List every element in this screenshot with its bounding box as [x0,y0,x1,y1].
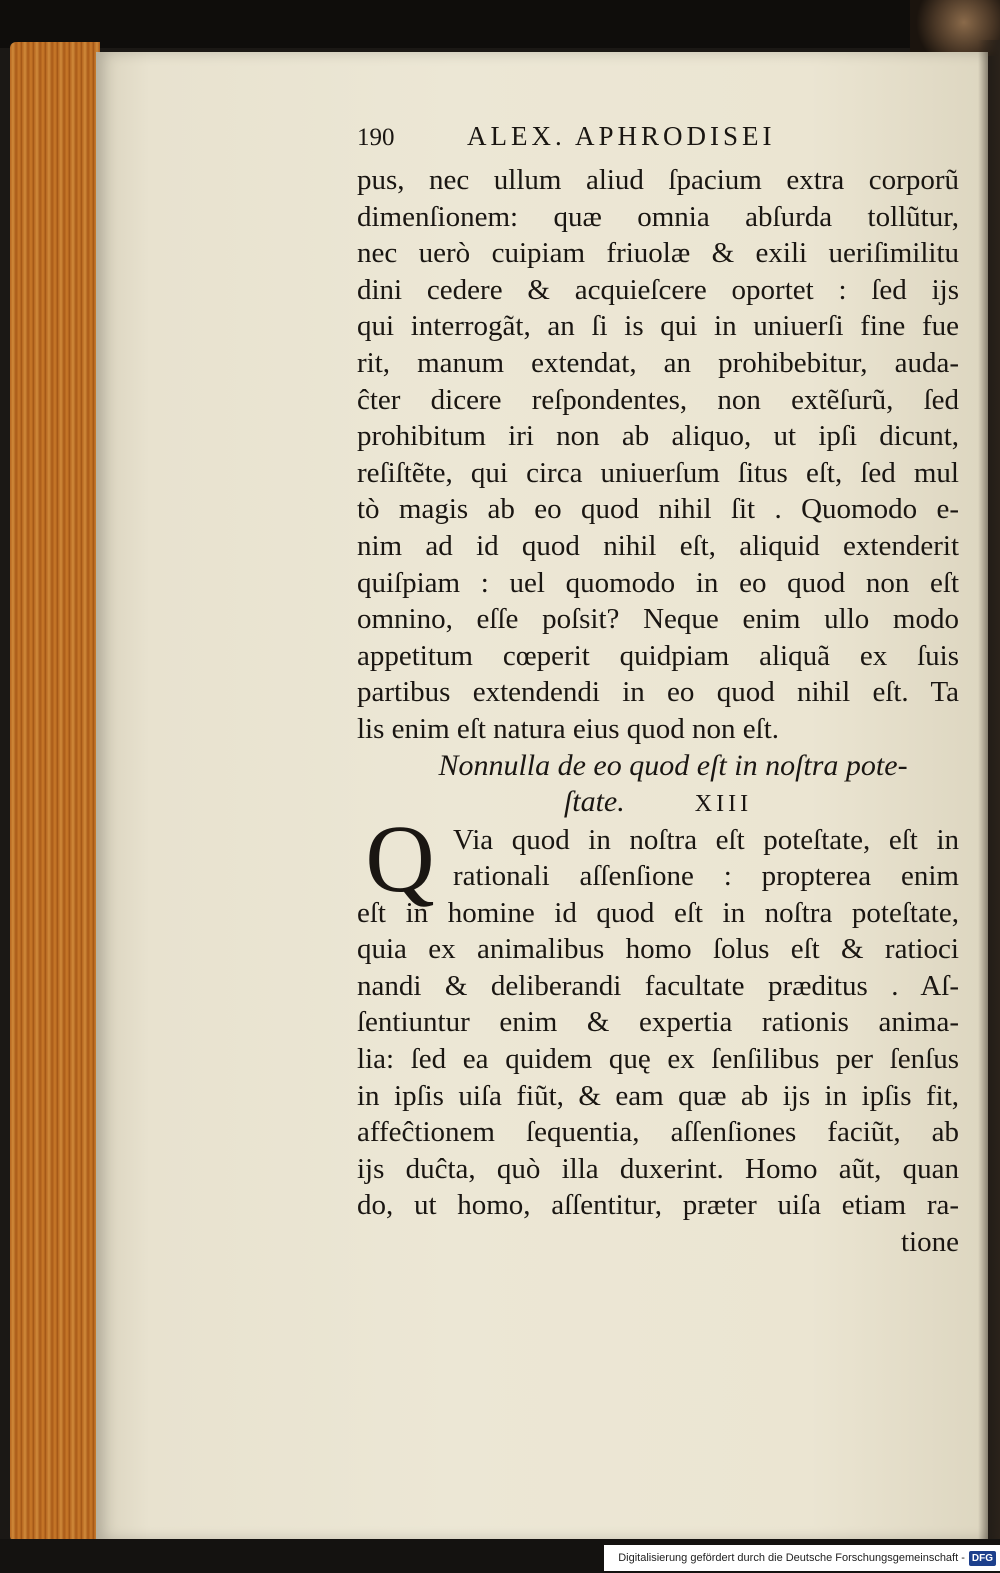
text-line: reſiſtẽte, qui circa uniuerſum ſitus eſt, ſed mul [357,456,959,489]
text-line: do, ut homo, aſſentitur, præter uiſa etiam ra- [357,1189,959,1222]
page-gutter-shadow [978,40,1000,1550]
text-line: affeĉtionem ſequentia, aſſenſiones faciũt, ab [357,1116,959,1149]
page-text [357,118,959,1261]
text-line: rationali aſſenſione : propterea enim [453,860,959,893]
catchword: tione [901,1226,959,1259]
section-paragraph [357,804,959,1261]
text-line: ĉter dicere reſpondentes, non extẽſurũ, ſed [357,383,959,416]
text-line: quia ex animalibus homo ſolus eſt & ratioci [357,933,959,966]
section-heading-end: ſtate. [563,784,625,818]
text-line: dimenſionem: quæ omnia abſurda tollũtur, [357,200,959,233]
text-line: omnino, eſſe poſsit? Neque enim ullo modo [357,603,959,636]
scan-background-top [0,0,1000,48]
dfg-logo: DFG [969,1551,996,1566]
text-line: ſentiuntur enim & expertia rationis anima- [357,1006,959,1039]
text-line: eſt in homine id quod eſt in noſtra poteſtate, [357,896,959,929]
footer-credit-text: Digitalisierung gefördert durch die Deutsche Forschungsgemeinschaft - [618,1552,965,1564]
text-line: qui interrogãt, an ſi is qui in uniuerſi fine fue [357,310,959,343]
text-line: appetitum cœperit quidpiam aliquã ex ſuis [357,639,959,672]
text-line: Via quod in noſtra eſt poteſtate, eſt in [453,823,959,856]
text-line: nim ad id quod nihil eſt, aliquid extenderit [357,529,959,562]
page-number: 190 [357,124,395,151]
text-line: ijs duĉta, quò illa duxerint. Homo aũt, quan [357,1152,959,1185]
drop-cap-initial: Q [365,804,435,912]
text-line: prohibitum iri non ab aliquo, ut ipſi dicunt, [357,420,959,453]
body-paragraph [357,162,959,748]
text-line: dini cedere & acquieſcere oportet : ſed ijs [357,273,959,306]
book-page-edges [10,42,100,1542]
text-line: partibus extendendi in eo quod nihil eſt. Ta [357,676,959,709]
text-line: nandi & deliberandi facultate præditus . Aſ- [357,969,959,1002]
running-header [357,118,959,162]
text-line: in ipſis uiſa fiũt, & eam quæ ab ijs in ipſis fit, [357,1079,959,1112]
text-line: lia: ſed ea quidem quę ex ſenſilibus per ſenſus [357,1043,959,1076]
text-line: pus, nec ullum aliud ſpacium extra corporũ [357,164,959,196]
section-heading-line-2 [357,784,959,822]
text-line: lis enim eſt natura eius quod non eſt. [357,712,780,745]
running-title: ALEX. APHRODISEI [467,121,776,151]
section-numeral: XIII [694,790,753,817]
text-line: tò magis ab eo quod nihil ſit . Quomodo e- [357,493,959,526]
section-heading-line-1: Nonnulla de eo quod eſt in noſtra pote- [438,748,908,782]
text-line: quiſpiam : uel quomodo in eo quod non eſt [357,566,959,599]
text-line: rit, manum extendat, an prohibebitur, auda- [357,346,959,379]
digitization-footer [604,1545,1000,1571]
text-line: nec uerò cuipiam friuolæ & exili ueriſimilitu [357,237,959,270]
